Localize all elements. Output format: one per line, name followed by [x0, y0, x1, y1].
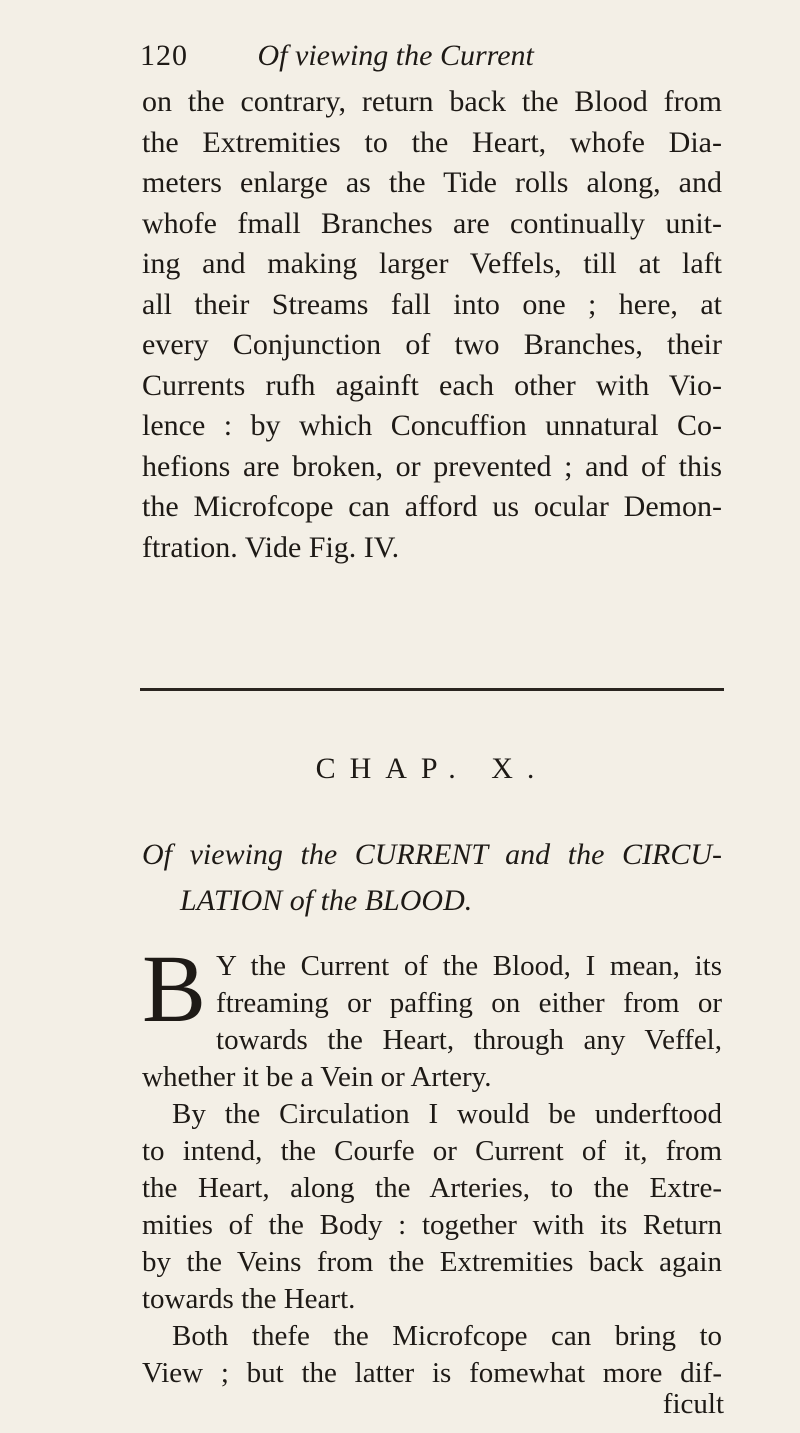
chapter-title — [142, 832, 722, 924]
chapter-title-line-2: LATION of the BLOOD. — [180, 884, 473, 917]
paragraph-3 — [142, 1096, 722, 1392]
text-line: towards the Heart, through any Veffel, — [216, 1024, 722, 1056]
text-line: ing and making larger Veffels, till at laft — [142, 247, 722, 280]
text-line: Currents rufh againft each other with Vio- — [142, 368, 722, 402]
text-line: by the Veins from the Extremities back again — [142, 1246, 722, 1278]
text-line: towards the Heart. — [142, 1283, 356, 1315]
text-line: whether it be a Vein or Artery. — [142, 1061, 492, 1093]
running-title: Of viewing the Current — [257, 39, 534, 72]
text-line: By the Circulation I would be underftood — [172, 1098, 722, 1130]
text-line: all their Streams fall into one ; here, at — [142, 287, 722, 321]
paragraph-1 — [142, 82, 722, 568]
drop-cap: B — [142, 935, 207, 1042]
page-number: 120 — [140, 39, 188, 72]
text-line: View ; but the latter is fomewhat more dif- — [142, 1357, 722, 1389]
text-line: whofe fmall Branches are continually unit- — [142, 206, 722, 240]
catchword: ficult — [662, 1388, 724, 1420]
text-line: meters enlarge as the Tide rolls along, and — [142, 166, 722, 199]
section-divider — [140, 688, 724, 691]
chapter-title-line-1: Of viewing the CURRENT and the CIRCU- — [142, 838, 722, 871]
text-line: the Heart, along the Arteries, to the Extre- — [142, 1172, 722, 1204]
text-line: lence : by which Concuffion unnatural Co- — [142, 409, 722, 442]
text-line: Both thefe the Microfcope can bring to — [172, 1320, 722, 1352]
text-line: the Microfcope can afford us ocular Demon- — [142, 490, 722, 523]
chapter-heading: CHAP. X. — [315, 752, 549, 785]
text-line: mities of the Body : together with its Return — [142, 1209, 722, 1241]
paragraph-2 — [142, 935, 722, 1096]
text-line: every Conjunction of two Branches, their — [142, 328, 722, 361]
text-line: the Extremities to the Heart, whofe Dia- — [142, 125, 722, 159]
page-header — [140, 36, 700, 76]
text-line: hefions are broken, or prevented ; and of this — [142, 449, 722, 483]
text-line: on the contrary, return back the Blood from — [142, 85, 722, 118]
text-line: ftreaming or paffing on either from or — [216, 987, 722, 1019]
text-line: ftration. Vide Fig. IV. — [142, 530, 400, 564]
text-line: Y the Current of the Blood, I mean, its — [216, 950, 722, 982]
text-line: to intend, the Courfe or Current of it, from — [142, 1135, 722, 1167]
